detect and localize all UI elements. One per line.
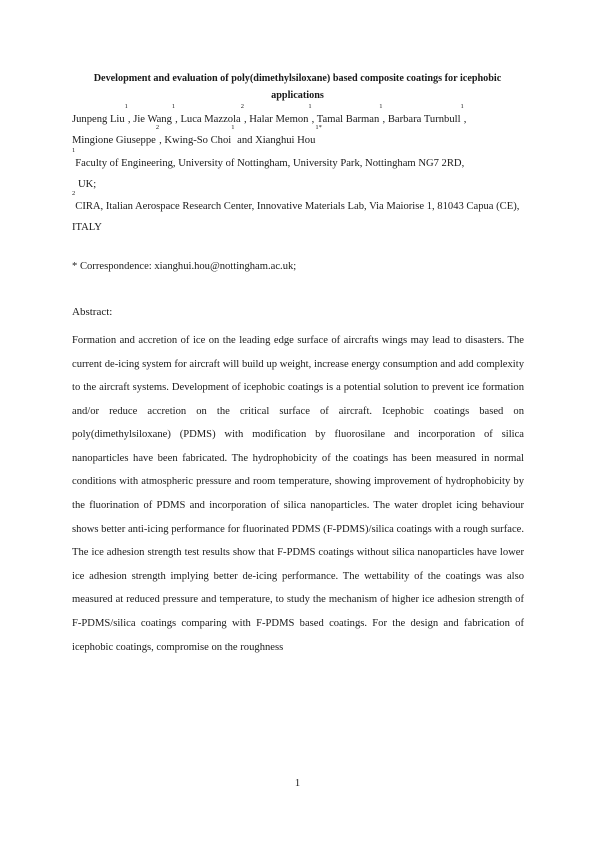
abstract-body: Formation and accretion of ice on the leading edge surface of aircrafts wings may lead to disasters. The current de-icing system for aircraft will build up weight, increase energy consumption and add complexity to the aircraft systems. Development of icephobic coatings is a potential solution to prevent ice formation and/or reduce accretion on the critical surface of aircraft. Icephobic coatings based on poly(dimethylsiloxane) (PDMS) with modification by fluorosilane and incorporation of silica nanoparticles have been fabricated. The hydrophobicity of the coatings has been measured in normal conditions with atmospheric pressure and room temperature, showing improvement of hydrophobicity by the fluorination of PDMS and incorporation of silica nanoparticles. The water droplet icing behaviour shows better anti-icing performance for fluorinated PDMS (F-PDMS)/silica coatings with a rough surface. The ice adhesion strength test results show that F-PDMS coatings without silica nanoparticles have lower ice adhesion strength implying better de-icing performance. The wettability of the coatings was also measured at reduced pressure and temperature, to study the mechanism of higher ice adhesion strength of F-PDMS/silica coatings comparing with F-PDMS based coatings. For the design and fabrication of icephobic coatings, compromise on the roughness (72, 335, 524, 653)
author-affiliation-mark: 1 (308, 103, 312, 110)
author-affiliation-mark: 2 (240, 103, 244, 110)
abstract-heading: Abstract: (72, 306, 113, 318)
author: Barbara Turnbull (387, 114, 461, 125)
author-affiliation-mark: 1 (460, 103, 464, 110)
affiliation-text-continued: UK; (78, 179, 97, 191)
author: Tamal Barman (316, 114, 380, 125)
affiliation-mark: 1 (72, 147, 76, 154)
affiliation-1 (72, 147, 524, 196)
author: Xianghui Hou (255, 135, 316, 147)
author: Junpeng Liu (72, 114, 125, 125)
author-affiliation-mark: 1 (231, 124, 235, 132)
correspondence: * Correspondence: xianghui.hou@nottingham.ac.uk; (72, 261, 297, 272)
affiliation-2 (72, 190, 524, 239)
paper-title: Development and evaluation of poly(dimethylsiloxane) based composite coatings for icephobic applications (93, 73, 502, 101)
author: Jie Wang (133, 114, 172, 125)
author-affiliation-mark: 1 (124, 103, 128, 110)
affiliation-text: Faculty of Engineering, University of Nottingham, University Park, Nottingham NG7 2RD, (75, 158, 465, 169)
author-affiliation-mark: 1* (315, 124, 322, 132)
author: Luca Mazzola (180, 114, 241, 125)
author: Kwing-So Choi (164, 135, 232, 147)
author: Halar Memon (249, 114, 309, 125)
author-affiliation-mark: 2 (155, 124, 160, 132)
affiliation-text: CIRA, Italian Aerospace Research Center, Innovative Materials Lab, Via Maiorise 1, 81043 Capua (CE), ITALY (72, 201, 520, 234)
affiliation-mark: 2 (72, 190, 76, 197)
page-number: 1 (294, 778, 301, 789)
author-affiliation-mark: 1 (379, 103, 383, 110)
author: Mingione Giuseppe (72, 135, 156, 147)
author-affiliation-mark: 1 (171, 103, 176, 110)
author-list: Junpeng Liu$^1$, Jie Wang$^1$, Luca Mazzola$^2$, Halar Memon$^1$, Tamal Barman$^1$, Barbara Turnbull$^1$, Mingione Giuseppe$^2$, Kwing-So Choi$^1$ and Xianghui Hou$^{1*}$ (72, 103, 467, 147)
